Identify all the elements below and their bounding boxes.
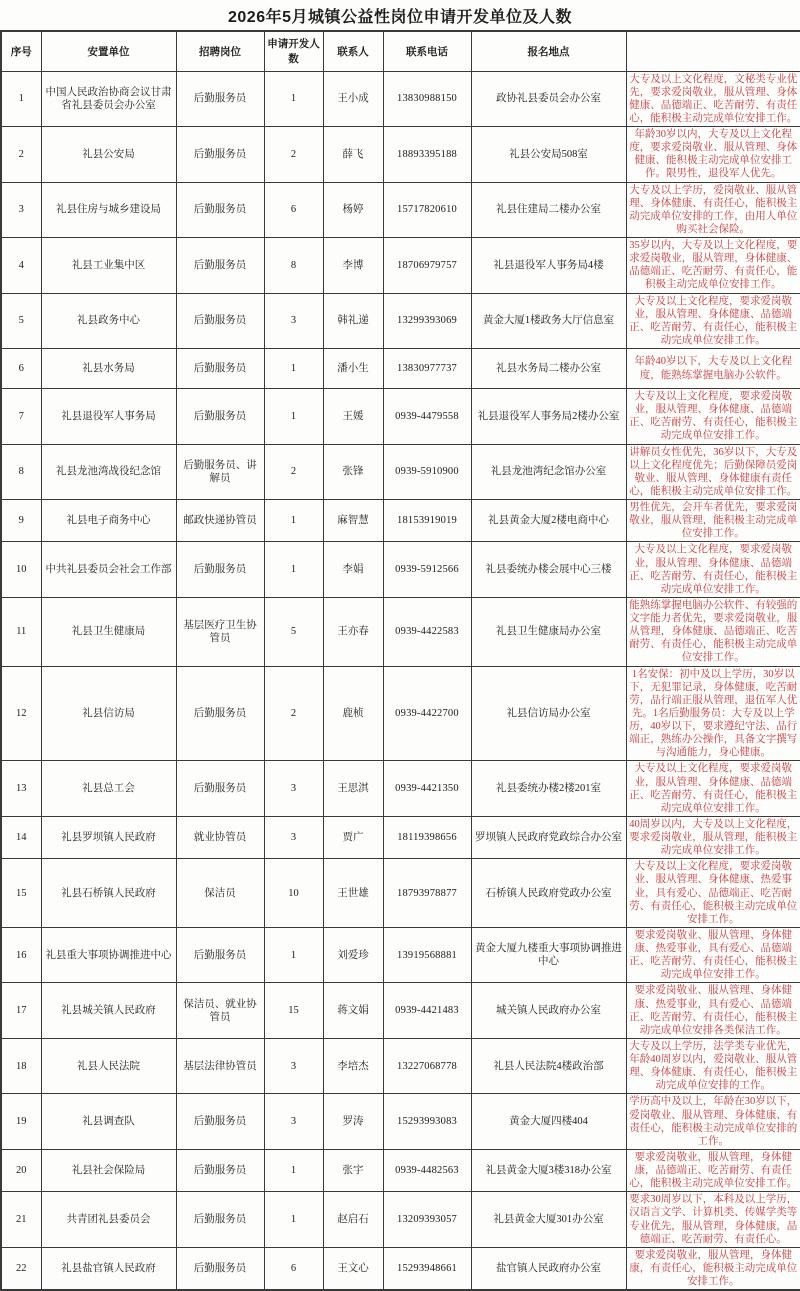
table-row	[1, 293, 800, 349]
cell-count: 1	[264, 927, 323, 983]
header-col-count: 申请开发人数	[264, 31, 323, 71]
table-row	[1, 238, 800, 294]
table-row	[1, 859, 800, 928]
cell-no: 22	[1, 1247, 41, 1290]
cell-req: 要求爱岗敬业、服从管理、身体健康、热爱事业，具有爱心、品德端正、吃苦耐劳、有责任心，能积极主动完成单位安排工作。	[626, 927, 800, 983]
cell-req: 要求爱岗敬业，服从管理，身体健康，有责任心，能积极主动完成单位安排工作。	[626, 1247, 800, 1290]
cell-unit: 中共礼县委员会社会工作部	[41, 542, 176, 598]
cell-count: 8	[264, 238, 323, 294]
cell-unit: 礼县卫生健康局	[41, 597, 176, 666]
cell-position: 后勤服务员	[176, 761, 264, 817]
cell-no: 12	[1, 666, 41, 761]
cell-unit: 礼县公安局	[41, 127, 176, 183]
cell-unit: 礼县信访局	[41, 666, 176, 761]
cell-req: 能熟练掌握电脑办公软件、有较强的文字能力者优先，要求爱岗敬业，服从管理，身体健康、品德端正、吃苦耐劳、有责任心，能积极主动完成单位安排工作。	[626, 597, 800, 666]
cell-position: 就业协管员	[176, 816, 264, 858]
cell-position: 后勤服务员	[176, 293, 264, 349]
page-title: 2026年5月城镇公益性岗位申请开发单位及人数	[228, 9, 572, 26]
cell-contact: 王媛	[323, 389, 383, 445]
cell-position: 后勤服务员	[176, 349, 264, 389]
cell-no: 19	[1, 1094, 41, 1150]
cell-no: 14	[1, 816, 41, 858]
cell-count: 2	[264, 444, 323, 500]
cell-phone: 0939-4479558	[383, 389, 471, 445]
cell-location: 礼县住建局二楼办公室	[471, 182, 626, 238]
cell-location: 礼县公安局508室	[471, 127, 626, 183]
cell-phone: 18153919019	[383, 500, 471, 542]
cell-count: 2	[264, 666, 323, 761]
cell-unit: 礼县调查队	[41, 1094, 176, 1150]
cell-req: 男性优先，会开车者优先，要求爱岗敬业，服从管理，能积极主动完成单位安排工作。	[626, 500, 800, 542]
cell-position: 后勤服务员	[176, 238, 264, 294]
cell-position: 后勤服务员	[176, 1247, 264, 1290]
cell-unit: 共青团礼县委员会	[41, 1192, 176, 1248]
cell-contact: 鹿桢	[323, 666, 383, 761]
cell-contact: 王小成	[323, 71, 383, 127]
job-table-body	[1, 71, 800, 1290]
cell-unit: 礼县龙池湾战役纪念馆	[41, 444, 176, 500]
cell-count: 3	[264, 761, 323, 817]
cell-contact: 薛飞	[323, 127, 383, 183]
header-col-position: 招聘岗位	[176, 31, 264, 71]
table-row	[1, 816, 800, 858]
table-row	[1, 1094, 800, 1150]
cell-contact: 王世雄	[323, 859, 383, 928]
cell-contact: 王文心	[323, 1247, 383, 1290]
cell-count: 10	[264, 859, 323, 928]
cell-count: 5	[264, 597, 323, 666]
cell-count: 2	[264, 127, 323, 183]
cell-contact: 王思淇	[323, 761, 383, 817]
cell-count: 1	[264, 1192, 323, 1248]
cell-req: 大专及以上文化程度，要求爱岗敬业，服从管理、身体健康、品德端正、吃苦耐劳、有责任心，能积极主动完成单位安排工作。	[626, 761, 800, 817]
table-row	[1, 597, 800, 666]
cell-position: 基层医疗卫生协管员	[176, 597, 264, 666]
cell-count: 15	[264, 983, 323, 1039]
cell-unit: 礼县社会保险局	[41, 1149, 176, 1191]
cell-contact: 张锋	[323, 444, 383, 500]
cell-location: 政协礼县委员会办公室	[471, 71, 626, 127]
cell-location: 礼县信访局办公室	[471, 666, 626, 761]
cell-req: 35岁以内，大专及以上文化程度，要求爱岗敬业，服从管理，身体健康、品德端正、吃苦耐劳、有责任心，能积极主动完成单位安排工作。	[626, 238, 800, 294]
cell-location: 礼县退役军人事务局4楼	[471, 238, 626, 294]
cell-unit: 中国人民政治协商会议甘肃省礼县委员会办公室	[41, 71, 176, 127]
cell-req: 大专及以上文化程度，要求爱岗敬业，服从管理、身体健康、品德端正、吃苦耐劳、有责任心，能积极主动完成单位安排工作。	[626, 542, 800, 598]
cell-unit: 礼县工业集中区	[41, 238, 176, 294]
cell-location: 礼县退役军人事务局2楼办公室	[471, 389, 626, 445]
header-col-unit: 安置单位	[41, 31, 176, 71]
cell-count: 1	[264, 500, 323, 542]
cell-contact: 李娟	[323, 542, 383, 598]
cell-contact: 蒋文娟	[323, 983, 383, 1039]
cell-position: 后勤服务员、讲解员	[176, 444, 264, 500]
cell-req: 年龄30岁以内，大专及以上文化程度，要求爱岗敬业、服从管理、身体健康、能积极主动完成单位安排工作。限男性，退役军人优先。	[626, 127, 800, 183]
cell-location: 礼县黄金大厦2楼电商中心	[471, 500, 626, 542]
table-row	[1, 389, 800, 445]
cell-phone: 0939-5910900	[383, 444, 471, 500]
cell-no: 20	[1, 1149, 41, 1191]
cell-location: 罗坝镇人民政府党政综合办公室	[471, 816, 626, 858]
cell-location: 盐官镇人民政府办公室	[471, 1247, 626, 1290]
cell-no: 18	[1, 1038, 41, 1094]
cell-phone: 13209393057	[383, 1192, 471, 1248]
table-row	[1, 927, 800, 983]
cell-phone: 15293993083	[383, 1094, 471, 1150]
cell-phone: 18893395188	[383, 127, 471, 183]
cell-position: 后勤服务员	[176, 127, 264, 183]
cell-position: 后勤服务员	[176, 1094, 264, 1150]
table-row	[1, 71, 800, 127]
cell-unit: 礼县罗坝镇人民政府	[41, 816, 176, 858]
cell-location: 礼县委统办楼2楼201室	[471, 761, 626, 817]
cell-req: 大专及以上文化程度，要求爱岗敬业、服从管理、身体健康、热爱事业，具有爱心、品德端正、吃苦耐劳、有责任心，能积极主动完成单位安排工作。	[626, 859, 800, 928]
table-row	[1, 500, 800, 542]
cell-position: 保洁员	[176, 859, 264, 928]
cell-req: 要求30周岁以下，本科及以上学历，汉语言文学、计算机类、传媒学类等专业优先，服从管理，身体健康，品德端正、吃苦耐劳、有责任心。	[626, 1192, 800, 1248]
cell-phone: 18706979757	[383, 238, 471, 294]
table-row	[1, 444, 800, 500]
cell-req: 讲解员女性优先，36岁以下，大专及以上文化程度优先；后勤保障员爱岗敬业、服从管理、身体健康有责任心，能积极主动完成单位安排工作。	[626, 444, 800, 500]
cell-position: 保洁员、就业协管员	[176, 983, 264, 1039]
cell-phone: 13919568881	[383, 927, 471, 983]
cell-location: 城关镇人民政府办公室	[471, 983, 626, 1039]
cell-unit: 礼县石桥镇人民政府	[41, 859, 176, 928]
cell-req: 大专及以上文化程度，要求爱岗敬业，服从管理、身体健康、品德端正、吃苦耐劳、有责任心，能积极主动完成单位安排工作。	[626, 293, 800, 349]
cell-req: 大专及以上文化程度，文秘类专业优先，要求爱岗敬业，服从管理、身体健康、品德端正、吃苦耐劳、有责任心，能积极主动完成单位安排工作。	[626, 71, 800, 127]
cell-no: 2	[1, 127, 41, 183]
cell-position: 后勤服务员	[176, 182, 264, 238]
cell-unit: 礼县重大事项协调推进中心	[41, 927, 176, 983]
table-row	[1, 761, 800, 817]
cell-position: 后勤服务员	[176, 927, 264, 983]
cell-req: 学历高中及以上，年龄在30岁以下，爱岗敬业、服从管理、身体健康、有责任心，能积极主动完成单位安排的工作。	[626, 1094, 800, 1150]
cell-contact: 王亦春	[323, 597, 383, 666]
cell-unit: 礼县城关镇人民政府	[41, 983, 176, 1039]
cell-phone: 15293948661	[383, 1247, 471, 1290]
cell-req: 1名安保：初中及以上学历，30岁以下，无犯罪记录，身体健康，吃苦耐劳，品行端正服从管理，退伍军人优先。1名后勤服务员：大专及以上学历，40岁以下，要求遵纪守法、品行端正，熟练办公操作，具备文字撰写与沟通能力，身心健康。	[626, 666, 800, 761]
cell-contact: 麻智慧	[323, 500, 383, 542]
cell-no: 8	[1, 444, 41, 500]
cell-location: 礼县人民法院4楼政治部	[471, 1038, 626, 1094]
cell-contact: 贾广	[323, 816, 383, 858]
cell-no: 11	[1, 597, 41, 666]
cell-position: 后勤服务员	[176, 389, 264, 445]
header-col-contact: 联系人	[323, 31, 383, 71]
cell-phone: 15717820610	[383, 182, 471, 238]
cell-location: 黄金大厦九楼重大事项协调推进中心	[471, 927, 626, 983]
cell-no: 6	[1, 349, 41, 389]
cell-count: 6	[264, 1247, 323, 1290]
cell-location: 黄金大厦1楼政务大厅信息室	[471, 293, 626, 349]
cell-contact: 赵启石	[323, 1192, 383, 1248]
cell-no: 4	[1, 238, 41, 294]
cell-phone: 0939-4421350	[383, 761, 471, 817]
table-row	[1, 1149, 800, 1191]
cell-location: 石桥镇人民政府党政办公室	[471, 859, 626, 928]
cell-req: 大专及以上学历，法学类专业优先，年龄40周岁以内，爱岗敬业、服从管理、身体健康、有责任心，能积极主动完成单位安排的工作。	[626, 1038, 800, 1094]
cell-unit: 礼县总工会	[41, 761, 176, 817]
cell-unit: 礼县政务中心	[41, 293, 176, 349]
cell-req: 要求爱岗敬业、服从管理、身体健康、热爱事业，具有爱心、品德端正、吃苦耐劳、有责任心，能积极主动完成单位安排各类保洁工作。	[626, 983, 800, 1039]
cell-position: 基层法律协管员	[176, 1038, 264, 1094]
job-table	[0, 30, 800, 1291]
cell-phone: 0939-4482563	[383, 1149, 471, 1191]
cell-contact: 罗涛	[323, 1094, 383, 1150]
table-row	[1, 666, 800, 761]
cell-no: 3	[1, 182, 41, 238]
header-col-location: 报名地点	[471, 31, 626, 71]
cell-phone: 18119398656	[383, 816, 471, 858]
cell-unit: 礼县电子商务中心	[41, 500, 176, 542]
cell-no: 13	[1, 761, 41, 817]
cell-no: 10	[1, 542, 41, 598]
cell-count: 3	[264, 1038, 323, 1094]
table-row	[1, 1038, 800, 1094]
cell-phone: 13830988150	[383, 71, 471, 127]
table-row	[1, 349, 800, 389]
table-row	[1, 1192, 800, 1248]
cell-req: 大专及以上文化程度，要求爱岗敬业，服从管理、身体健康、品德端正、吃苦耐劳、有责任心，能积极主动完成单位安排工作。	[626, 389, 800, 445]
cell-no: 15	[1, 859, 41, 928]
cell-contact: 张宇	[323, 1149, 383, 1191]
cell-count: 1	[264, 542, 323, 598]
cell-location: 黄金大厦四楼404	[471, 1094, 626, 1150]
cell-position: 后勤服务员	[176, 542, 264, 598]
cell-phone: 13830977737	[383, 349, 471, 389]
cell-contact: 刘爱珍	[323, 927, 383, 983]
cell-phone: 0939-4422700	[383, 666, 471, 761]
cell-location: 礼县卫生健康局办公室	[471, 597, 626, 666]
cell-no: 21	[1, 1192, 41, 1248]
cell-location: 礼县委统办楼会展中心三楼	[471, 542, 626, 598]
cell-contact: 李培杰	[323, 1038, 383, 1094]
table-row	[1, 983, 800, 1039]
cell-location: 礼县黄金大厦3楼318办公室	[471, 1149, 626, 1191]
table-row	[1, 127, 800, 183]
cell-contact: 李博	[323, 238, 383, 294]
table-row	[1, 542, 800, 598]
header-col-requirements	[626, 31, 800, 71]
cell-phone: 13227068778	[383, 1038, 471, 1094]
cell-no: 16	[1, 927, 41, 983]
cell-unit: 礼县盐官镇人民政府	[41, 1247, 176, 1290]
cell-location: 礼县黄金大厦301办公室	[471, 1192, 626, 1248]
cell-count: 1	[264, 349, 323, 389]
cell-position: 邮政快递协管员	[176, 500, 264, 542]
table-header-row	[1, 31, 800, 71]
cell-no: 9	[1, 500, 41, 542]
cell-count: 3	[264, 293, 323, 349]
table-row	[1, 1247, 800, 1290]
cell-req: 要求爱岗敬业，服从管理，身体健康，品德端正、吃苦耐劳、有责任心，能积极主动完成单位安排工作。	[626, 1149, 800, 1191]
cell-contact: 韩礼递	[323, 293, 383, 349]
cell-req: 年龄40岁以下，大专及以上文化程度，能熟练掌握电脑办公软件。	[626, 349, 800, 389]
cell-position: 后勤服务员	[176, 666, 264, 761]
cell-no: 1	[1, 71, 41, 127]
header-col-phone: 联系电话	[383, 31, 471, 71]
cell-position: 后勤服务员	[176, 71, 264, 127]
cell-no: 17	[1, 983, 41, 1039]
cell-unit: 礼县退役军人事务局	[41, 389, 176, 445]
cell-count: 3	[264, 1094, 323, 1150]
cell-phone: 0939-4422583	[383, 597, 471, 666]
cell-position: 后勤服务员	[176, 1192, 264, 1248]
cell-contact: 杨婷	[323, 182, 383, 238]
cell-req: 大专及以上学历，爱岗敬业、服从管理、身体健康、有责任心，能积极主动完成单位安排的工作，由用人单位购买社会保险。	[626, 182, 800, 238]
cell-count: 3	[264, 816, 323, 858]
cell-no: 5	[1, 293, 41, 349]
cell-phone: 0939-5912566	[383, 542, 471, 598]
cell-count: 1	[264, 71, 323, 127]
cell-unit: 礼县住房与城乡建设局	[41, 182, 176, 238]
cell-location: 礼县龙池湾纪念馆办公室	[471, 444, 626, 500]
cell-phone: 13299393069	[383, 293, 471, 349]
cell-no: 7	[1, 389, 41, 445]
cell-req: 40周岁以内，大专及以上文化程度，要求爱岗敬业，服从管理，能积极主动完成单位安排工作。	[626, 816, 800, 858]
cell-count: 6	[264, 182, 323, 238]
cell-count: 1	[264, 389, 323, 445]
table-row	[1, 182, 800, 238]
cell-unit: 礼县水务局	[41, 349, 176, 389]
cell-location: 礼县水务局二楼办公室	[471, 349, 626, 389]
cell-phone: 18793978877	[383, 859, 471, 928]
cell-count: 1	[264, 1149, 323, 1191]
header-col-no: 序号	[1, 31, 41, 71]
cell-contact: 潘小生	[323, 349, 383, 389]
cell-unit: 礼县人民法院	[41, 1038, 176, 1094]
cell-position: 后勤服务员	[176, 1149, 264, 1191]
cell-phone: 0939-4421483	[383, 983, 471, 1039]
